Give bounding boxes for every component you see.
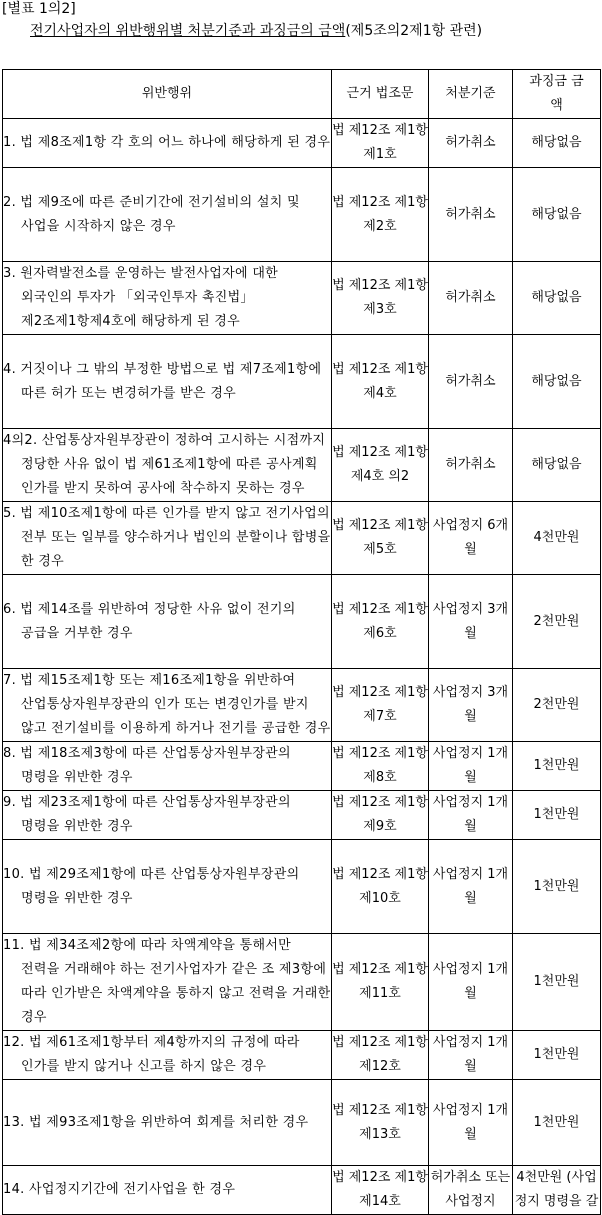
col-header-act: 위반행위 bbox=[3, 70, 332, 119]
disposition-cell: 허가취소 bbox=[429, 429, 513, 502]
legal-basis-cell: 법 제12조 제1항제12호 bbox=[332, 1031, 429, 1080]
legal-basis-cell: 법 제12조 제1항제5호 bbox=[332, 502, 429, 575]
violation-cell bbox=[3, 502, 332, 575]
penalty-amount-cell: 1천만원 bbox=[513, 1031, 601, 1080]
table-row bbox=[3, 335, 601, 429]
violation-cell bbox=[3, 1166, 332, 1215]
disposition-cell: 사업정지 1개월 bbox=[429, 1080, 513, 1166]
violation-text: 9. 법 제23조제1항에 따른 산업통상자원부장관의 명령을 위반한 경우 bbox=[3, 795, 291, 834]
disposition-cell: 사업정지 1개월 bbox=[429, 742, 513, 791]
table-row bbox=[3, 429, 601, 502]
col-header-fine: 과징금 금액 bbox=[513, 70, 601, 119]
legal-basis-cell: 법 제12조 제1항제10호 bbox=[332, 840, 429, 934]
violation-text: 13. 법 제93조제1항을 위반하여 회계를 처리한 경우 bbox=[3, 1114, 309, 1130]
violation-cell bbox=[3, 168, 332, 262]
penalty-amount-cell: 4천만원 bbox=[513, 502, 601, 575]
penalty-amount-cell: 해당없음 bbox=[513, 262, 601, 335]
penalty-amount-cell: 2천만원 bbox=[513, 669, 601, 742]
violation-cell bbox=[3, 840, 332, 934]
legal-basis-cell: 법 제12조 제1항제2호 bbox=[332, 168, 429, 262]
violation-cell bbox=[3, 119, 332, 168]
table-row bbox=[3, 262, 601, 335]
col-header-disp: 처분기준 bbox=[429, 70, 513, 119]
legal-basis-cell: 법 제12조 제1항제8호 bbox=[332, 742, 429, 791]
violation-cell bbox=[3, 1080, 332, 1166]
violation-cell bbox=[3, 669, 332, 742]
disposition-cell: 사업정지 1개월 bbox=[429, 934, 513, 1031]
disposition-cell: 허가취소 bbox=[429, 335, 513, 429]
disposition-cell: 허가취소 bbox=[429, 168, 513, 262]
disposition-cell: 사업정지 1개월 bbox=[429, 840, 513, 934]
legal-basis-cell: 법 제12조 제1항제9호 bbox=[332, 791, 429, 840]
violation-cell bbox=[3, 1031, 332, 1080]
violation-cell bbox=[3, 742, 332, 791]
appendix-tag: [별표 1의2] bbox=[2, 1, 76, 17]
violation-text: 11. 법 제34조제2항에 따라 차액계약을 통해서만 전력을 거래해야 하는 전기사업자가 같은 조 제3항에 따라 인가받은 차액계약을 통하지 않고 전력을 거래한 경우 bbox=[3, 938, 331, 1025]
legal-basis-cell: 법 제12조 제1항제4호 의2 bbox=[332, 429, 429, 502]
title-main: 전기사업자의 위반행위별 처분기준과 과징금의 금액 bbox=[30, 23, 346, 39]
disposition-cell: 사업정지 6개월 bbox=[429, 502, 513, 575]
table-row bbox=[3, 840, 601, 934]
penalty-amount-cell: 1천만원 bbox=[513, 742, 601, 791]
penalty-amount-cell: 해당없음 bbox=[513, 429, 601, 502]
violation-text: 2. 법 제9조에 따른 준비기간에 전기설비의 설치 및 사업을 시작하지 않은 경우 bbox=[3, 194, 300, 234]
table-row bbox=[3, 502, 601, 575]
violation-text: 8. 법 제18조제3항에 따른 산업통상자원부장관의 명령을 위반한 경우 bbox=[3, 746, 291, 785]
table-row bbox=[3, 575, 601, 669]
header-row bbox=[3, 70, 601, 119]
disposition-cell: 사업정지 3개월 bbox=[429, 669, 513, 742]
title-reference: (제5조의2제1항 관련) bbox=[345, 23, 483, 39]
table-row bbox=[3, 119, 601, 168]
penalty-amount-cell: 1천만원 bbox=[513, 934, 601, 1031]
table-row bbox=[3, 791, 601, 840]
table-row bbox=[3, 669, 601, 742]
legal-basis-cell: 법 제12조 제1항제4호 bbox=[332, 335, 429, 429]
penalty-amount-cell: 1천만원 bbox=[513, 840, 601, 934]
violation-cell bbox=[3, 262, 332, 335]
penalty-amount-cell: 1천만원 bbox=[513, 1080, 601, 1166]
table-row bbox=[3, 168, 601, 262]
disposition-cell: 사업정지 3개월 bbox=[429, 575, 513, 669]
penalty-table bbox=[2, 69, 601, 1215]
penalty-amount-cell: 2천만원 bbox=[513, 575, 601, 669]
disposition-cell: 허가취소 bbox=[429, 119, 513, 168]
legal-basis-cell: 법 제12조 제1항제14호 bbox=[332, 1166, 429, 1215]
legal-basis-cell: 법 제12조 제1항제3호 bbox=[332, 262, 429, 335]
disposition-cell: 허가취소 또는 사업정지 bbox=[429, 1166, 513, 1215]
violation-cell bbox=[3, 791, 332, 840]
legal-basis-cell: 법 제12조 제1항제13호 bbox=[332, 1080, 429, 1166]
violation-text: 3. 원자력발전소를 운영하는 발전사업자에 대한 외국인의 투자가 「외국인투자 촉진법」 제2조제1항제4호에 해당하게 된 경우 bbox=[3, 266, 279, 329]
disposition-cell: 사업정지 1개월 bbox=[429, 1031, 513, 1080]
violation-cell bbox=[3, 335, 332, 429]
violation-cell bbox=[3, 429, 332, 502]
document-title bbox=[30, 20, 602, 42]
violation-cell bbox=[3, 934, 332, 1031]
violation-text: 4. 거짓이나 그 밖의 부정한 방법으로 법 제7조제1항에 따른 허가 또는 변경허가를 받은 경우 bbox=[3, 361, 322, 401]
col-header-law: 근거 법조문 bbox=[332, 70, 429, 119]
penalty-amount-cell: 4천만원 (사업정지 명령을 갈 bbox=[513, 1166, 601, 1215]
legal-basis-cell: 법 제12조 제1항제6호 bbox=[332, 575, 429, 669]
violation-text: 10. 법 제29조제1항에 따른 산업통상자원부장관의 명령을 위반한 경우 bbox=[3, 866, 300, 906]
violation-text: 7. 법 제15조제1항 또는 제16조제1항을 위반하여 산업통상자원부장관의 인가 또는 변경인가를 받지 않고 전기설비를 이용하게 하거나 전기를 공급한 경우 bbox=[3, 673, 331, 736]
violation-text: 12. 법 제61조제1항부터 제4항까지의 규정에 따라 인가를 받지 않거나 신고를 하지 않은 경우 bbox=[3, 1035, 300, 1074]
violation-cell bbox=[3, 575, 332, 669]
violation-text: 14. 사업정지기간에 전기사업을 한 경우 bbox=[3, 1182, 236, 1197]
table-row bbox=[3, 934, 601, 1031]
table-row bbox=[3, 742, 601, 791]
disposition-cell: 허가취소 bbox=[429, 262, 513, 335]
disposition-cell: 사업정지 1개월 bbox=[429, 791, 513, 840]
violation-text: 1. 법 제8조제1항 각 호의 어느 하나에 해당하게 된 경우 bbox=[3, 135, 331, 150]
violation-text: 4의2. 산업통상자원부장관이 정하여 고시하는 시점까지 정당한 사유 없이 법 제61조제1항에 따른 공사계획 인가를 받지 못하여 공사에 착수하지 못하는 경우 bbox=[3, 433, 326, 496]
violation-text: 6. 법 제14조를 위반하여 정당한 사유 없이 전기의 공급을 거부한 경우 bbox=[3, 601, 296, 641]
legal-basis-cell: 법 제12조 제1항제1호 bbox=[332, 119, 429, 168]
penalty-amount-cell: 해당없음 bbox=[513, 168, 601, 262]
penalty-amount-cell: 1천만원 bbox=[513, 791, 601, 840]
legal-basis-cell: 법 제12조 제1항제11호 bbox=[332, 934, 429, 1031]
violation-text: 5. 법 제10조제1항에 따른 인가를 받지 않고 전기사업의 전부 또는 일부를 양수하거나 법인의 분할이나 합병을 한 경우 bbox=[3, 506, 331, 569]
penalty-amount-cell: 해당없음 bbox=[513, 335, 601, 429]
table-row bbox=[3, 1080, 601, 1166]
legal-basis-cell: 법 제12조 제1항제7호 bbox=[332, 669, 429, 742]
penalty-amount-cell: 해당없음 bbox=[513, 119, 601, 168]
table-row bbox=[3, 1031, 601, 1080]
table-row bbox=[3, 1166, 601, 1215]
